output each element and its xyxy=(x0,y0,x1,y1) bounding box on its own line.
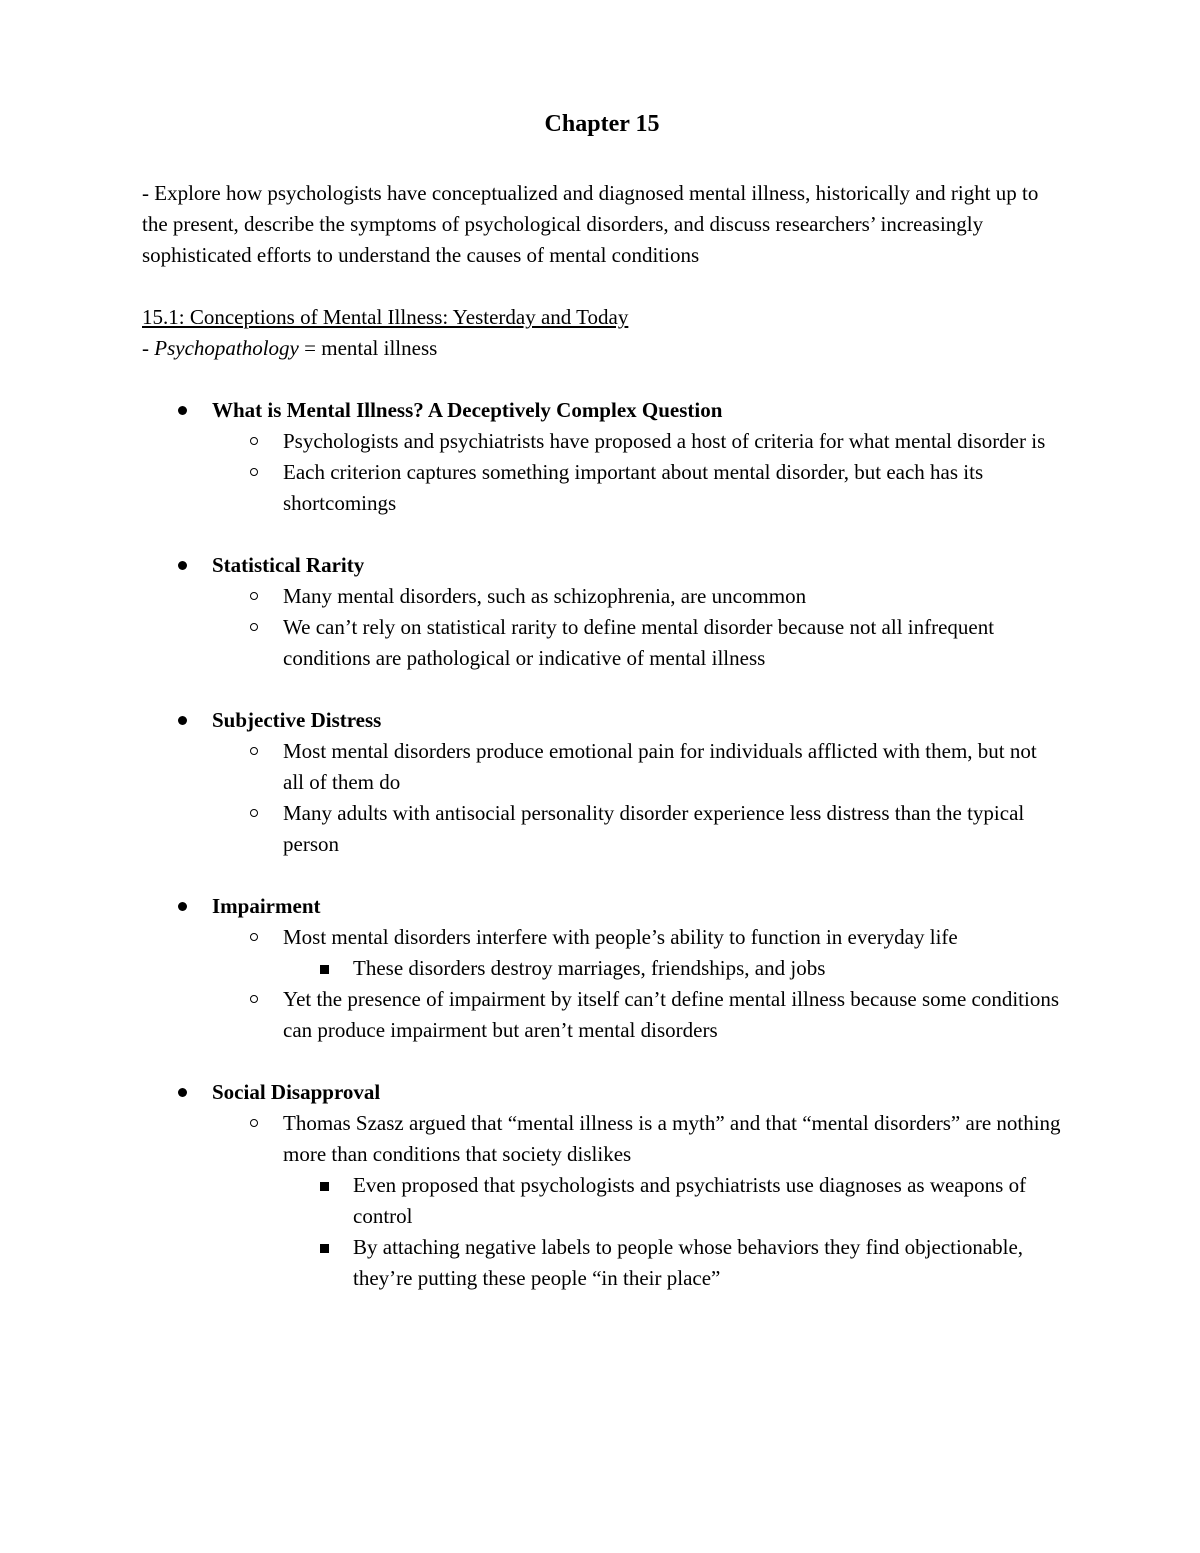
topic-heading-text: Subjective Distress xyxy=(212,708,382,732)
list-item xyxy=(142,798,1062,860)
topic-heading xyxy=(142,1077,1062,1108)
circle-bullet-icon xyxy=(250,933,258,941)
circle-bullet-icon xyxy=(250,1119,258,1127)
psychopathology-definition xyxy=(142,333,1062,364)
circle-bullet-icon xyxy=(250,437,258,445)
square-bullet-icon xyxy=(320,1182,329,1191)
list-item-text: Many adults with antisocial personality disorder experience less distress than the typical person xyxy=(283,801,1025,856)
square-bullet-icon xyxy=(320,1244,329,1253)
list-item-text: Many mental disorders, such as schizophrenia, are uncommon xyxy=(283,584,807,608)
topic-what-is-mental-illness xyxy=(142,395,1062,519)
chapter-title: Chapter 15 xyxy=(544,111,660,137)
sub-list-item-text: Even proposed that psychologists and psychiatrists use diagnoses as weapons of control xyxy=(353,1173,1027,1228)
disc-bullet-icon xyxy=(178,406,187,415)
list-item xyxy=(142,922,1062,953)
topic-heading-text: Social Disapproval xyxy=(212,1080,381,1104)
section-heading-text: 15.1: Conceptions of Mental Illness: Yesterday and Today xyxy=(142,305,629,329)
topic-social-disapproval xyxy=(142,1077,1062,1294)
disc-bullet-icon xyxy=(178,716,187,725)
topic-subjective-distress xyxy=(142,705,1062,860)
list-item xyxy=(142,581,1062,612)
topic-heading xyxy=(142,550,1062,581)
list-item xyxy=(142,457,1062,519)
circle-bullet-icon xyxy=(250,623,258,631)
chapter-intro: - Explore how psychologists have conceptualized and diagnosed mental illness, historically and right up to the present, describe the symptoms of psychological disorders, and discuss researchers’ increasingly sophisticated efforts to understand the causes of mental conditions xyxy=(142,181,1039,267)
topic-impairment xyxy=(142,891,1062,1046)
list-item-text: Each criterion captures something important about mental disorder, but each has its shortcomings xyxy=(283,460,984,515)
list-item xyxy=(142,612,1062,674)
topic-heading xyxy=(142,395,1062,426)
sub-list-item-text: These disorders destroy marriages, friendships, and jobs xyxy=(353,956,826,980)
list-item-text: Most mental disorders produce emotional pain for individuals afflicted with them, but not all of them do xyxy=(283,739,1037,794)
sub-list-item xyxy=(142,953,1062,984)
circle-bullet-icon xyxy=(250,809,258,817)
circle-bullet-icon xyxy=(250,592,258,600)
disc-bullet-icon xyxy=(178,1088,187,1097)
circle-bullet-icon xyxy=(250,468,258,476)
section-heading xyxy=(142,302,1062,333)
sub-list-item xyxy=(142,1232,1062,1294)
list-item xyxy=(142,736,1062,798)
topic-heading-text: Impairment xyxy=(212,894,321,918)
topic-heading xyxy=(142,705,1062,736)
list-item-text: We can’t rely on statistical rarity to define mental disorder because not all infrequent conditions are pathological or indicative of mental illness xyxy=(283,615,995,670)
topic-heading xyxy=(142,891,1062,922)
definition-rest: = mental illness xyxy=(298,336,438,360)
topic-statistical-rarity xyxy=(142,550,1062,674)
topic-heading-text: Statistical Rarity xyxy=(212,553,365,577)
disc-bullet-icon xyxy=(178,561,187,570)
topic-heading-text: What is Mental Illness? A Deceptively Complex Question xyxy=(212,398,723,422)
list-item xyxy=(142,984,1062,1046)
sub-list-item xyxy=(142,1170,1062,1232)
list-item xyxy=(142,426,1062,457)
definition-term: Psychopathology xyxy=(154,336,299,360)
definition-prefix: - xyxy=(142,336,155,360)
circle-bullet-icon xyxy=(250,995,258,1003)
list-item-text: Yet the presence of impairment by itself can’t define mental illness because some conditions can produce impairment but aren’t mental disorders xyxy=(283,987,1060,1042)
list-item-text: Most mental disorders interfere with people’s ability to function in everyday life xyxy=(283,925,958,949)
document-page xyxy=(142,106,1062,1294)
disc-bullet-icon xyxy=(178,902,187,911)
list-item-text: Thomas Szasz argued that “mental illness is a myth” and that “mental disorders” are nothing more than conditions that society dislikes xyxy=(283,1111,1061,1166)
list-item-text: Psychologists and psychiatrists have proposed a host of criteria for what mental disorder is xyxy=(283,429,1046,453)
sub-list-item-text: By attaching negative labels to people whose behaviors they find objectionable, they’re putting these people “in their place” xyxy=(353,1235,1024,1290)
list-item xyxy=(142,1108,1062,1170)
square-bullet-icon xyxy=(320,965,329,974)
circle-bullet-icon xyxy=(250,747,258,755)
